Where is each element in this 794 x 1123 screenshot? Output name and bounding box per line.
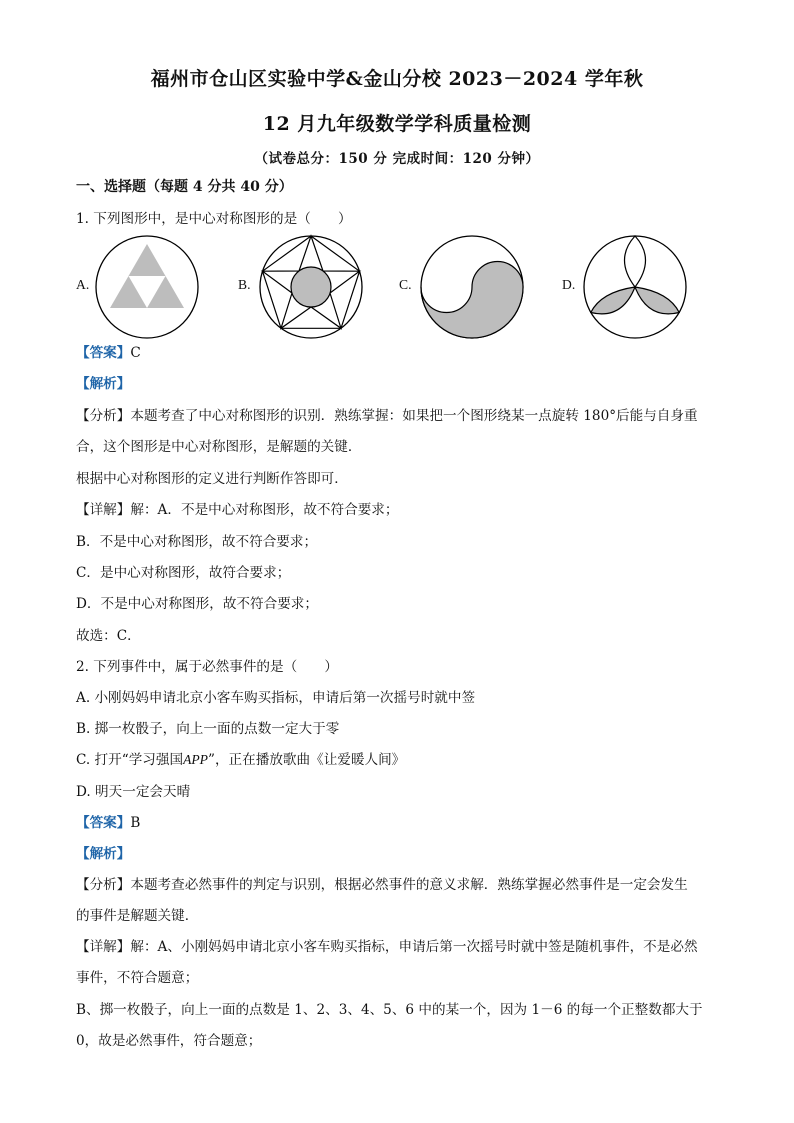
answer-value: C	[130, 345, 141, 361]
analysis-tag: 【解析】	[76, 376, 131, 392]
q2-answer	[76, 814, 726, 832]
q1-detail-c: C．是中心对称图形，故符合要求；	[76, 565, 291, 581]
q2-option-b: B. 掷一枚骰子，向上一面的点数一定大于零	[76, 721, 340, 737]
q1-answer	[76, 344, 726, 362]
q1-stem: 1. 下列图形中，是中心对称图形的是（ ）	[76, 211, 352, 227]
answer-value: B	[130, 815, 141, 831]
fenxi-text: 本题考查了中心对称图形的识别．熟练掌握：如果把一个图形绕某一点旋转 180°后能与自身重	[130, 408, 698, 424]
section-title: 一、选择题（每题 4 分共 40 分）	[76, 179, 293, 195]
detail-text: 解：A、小刚妈妈申请北京小客车购买指标，申请后第一次摇号时就中签是随机事件，不是必然	[130, 939, 698, 955]
answer-tag: 【答案】	[76, 345, 131, 361]
fenxi-tag: 【分析】	[76, 877, 131, 893]
q2-fenxi-line2: 的事件是解题关键．	[76, 908, 199, 924]
q2-analysis-heading	[76, 845, 726, 863]
q1-choose: 故选：C．	[76, 628, 141, 644]
q2-detail-line1	[76, 938, 726, 956]
yin-yang-figure-icon	[419, 234, 525, 340]
q2-option-c-pre: C. 打开“学习强国	[76, 752, 184, 768]
q1-option-b-label: B.	[238, 277, 251, 292]
detail-tag: 【详解】	[76, 502, 131, 518]
answer-tag: 【答案】	[76, 815, 131, 831]
q1-option-d-label: D.	[562, 277, 576, 292]
q2-option-c	[76, 751, 726, 769]
q2-detail-line4: 0，故是必然事件，符合题意；	[76, 1033, 262, 1049]
q1-fenxi-line2: 合，这个图形是中心对称图形，是解题的关键．	[76, 439, 362, 455]
triangle-figure-icon	[94, 234, 200, 340]
q2-option-c-post: ”，正在播放歌曲《让爱暖人间》	[208, 752, 406, 768]
q1-method: 根据中心对称图形的定义进行判断作答即可．	[76, 471, 348, 487]
q2-fenxi-line1	[76, 876, 726, 894]
q1-option-a-label: A.	[76, 277, 90, 292]
exam-subtitle: （试卷总分：150 分 完成时间：120 分钟）	[254, 151, 540, 167]
q2-option-c-app: APP	[183, 752, 208, 767]
q1-fenxi-line1	[76, 407, 726, 425]
three-petal-figure-icon	[582, 234, 688, 340]
q2-stem: 2. 下列事件中，属于必然事件的是（ ）	[76, 659, 338, 675]
pentagram-figure-icon	[258, 234, 364, 340]
q2-detail-line3: B、掷一枚骰子，向上一面的点数是 1、2、3、4、5、6 中的某一个，因为 1－6 的每一个正整数都大于	[76, 1002, 703, 1018]
exam-title-line2: 12 月九年级数学学科质量检测	[262, 113, 532, 135]
q1-detail-a	[76, 501, 726, 519]
fenxi-text: 本题考查必然事件的判定与识别，根据必然事件的意义求解．熟练掌握必然事件是一定会发生	[130, 877, 688, 893]
q1-detail-d: D．不是中心对称图形，故不符合要求；	[76, 596, 318, 612]
q2-option-a: A. 小刚妈妈申请北京小客车购买指标，申请后第一次摇号时就中签	[76, 690, 476, 706]
detail-tag: 【详解】	[76, 939, 131, 955]
detail-text: 解：A．不是中心对称图形，故不符合要求；	[130, 502, 399, 518]
exam-title-line1: 福州市仓山区实验中学&金山分校 2023－2024 学年秋	[150, 68, 644, 90]
q2-detail-line2: 事件，不符合题意；	[76, 970, 199, 986]
fenxi-tag: 【分析】	[76, 408, 131, 424]
q1-option-c-label: C.	[399, 277, 412, 292]
q2-option-d: D. 明天一定会天晴	[76, 784, 191, 800]
q1-analysis-heading	[76, 375, 726, 393]
analysis-tag: 【解析】	[76, 846, 131, 862]
q1-detail-b: B．不是中心对称图形，故不符合要求；	[76, 534, 318, 550]
